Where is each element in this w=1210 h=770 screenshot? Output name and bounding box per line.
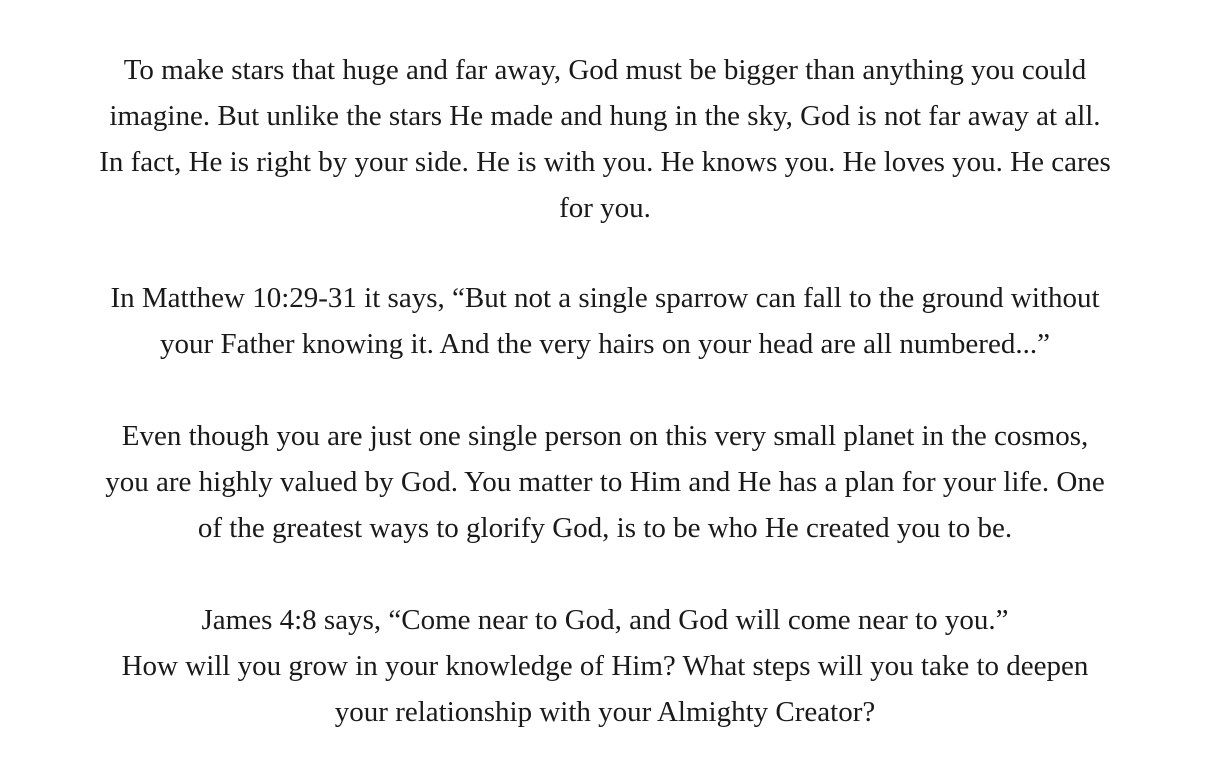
text-line: In Matthew 10:29-31 it says, “But not a single sparrow can fall to the ground without	[110, 282, 1100, 314]
text-line: How will you grow in your knowledge of Him? What steps will you take to deepen	[121, 650, 1089, 682]
text-line: you are highly valued by God. You matter to Him and He has a plan for your life. One	[105, 466, 1105, 498]
text-line: In fact, He is right by your side. He is with you. He knows you. He loves you. He cares	[99, 146, 1111, 178]
paragraph-stars	[20, 47, 1190, 231]
text-line: To make stars that huge and far away, God must be bigger than anything you could	[123, 54, 1087, 86]
text-line: Even though you are just one single person on this very small planet in the cosmos,	[121, 420, 1089, 452]
text-line: your Father knowing it. And the very hairs on your head are all numbered...”	[160, 328, 1050, 360]
paragraph-highly-valued	[20, 413, 1190, 551]
text-line: imagine. But unlike the stars He made and hung in the sky, God is not far away at all.	[109, 100, 1101, 132]
text-line: of the greatest ways to glorify God, is to be who He created you to be.	[197, 512, 1013, 544]
paragraph-james-quote	[20, 597, 1190, 735]
text-line: for you.	[559, 192, 651, 224]
text-line: James 4:8 says, “Come near to God, and God will come near to you.”	[201, 604, 1009, 636]
text-line: your relationship with your Almighty Creator?	[334, 696, 876, 728]
paragraph-matthew-quote	[20, 275, 1190, 367]
